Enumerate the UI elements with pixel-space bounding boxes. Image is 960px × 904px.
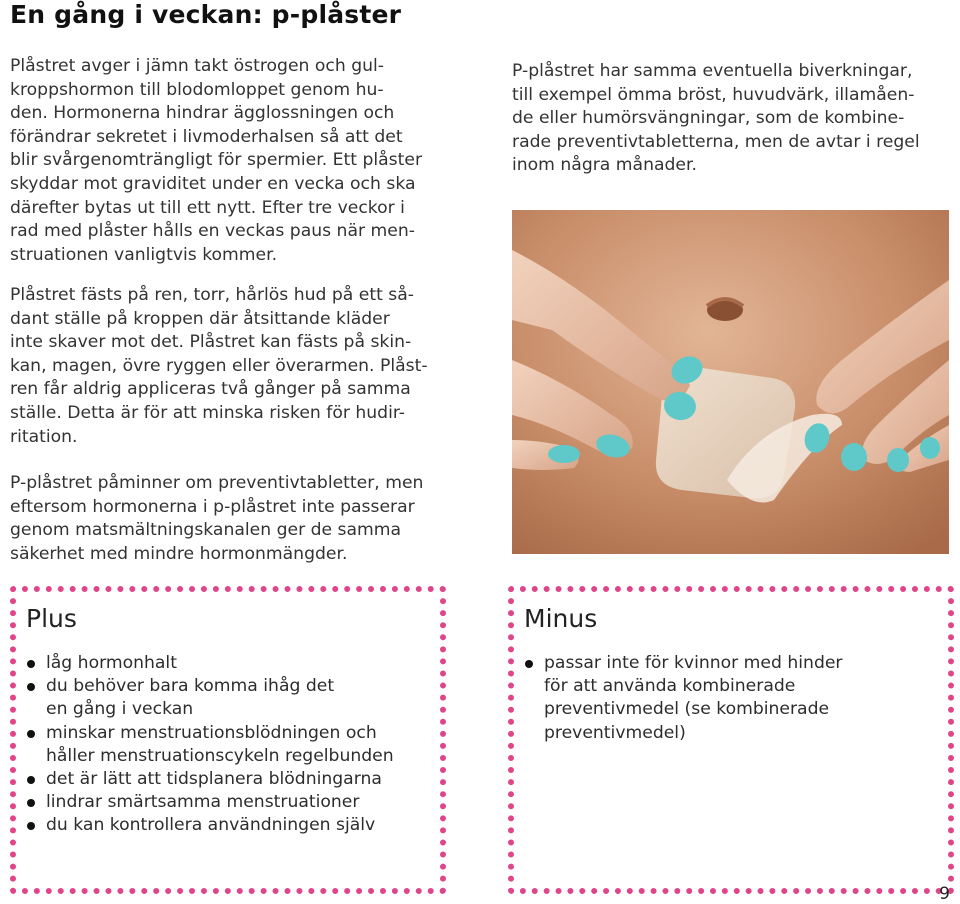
list-item-line: preventivmedel (se kombinerade [544,699,830,720]
text-line: rade preventivtabletterna, men de avtar i regel [512,131,920,152]
page-title: En gång i veckan: p-plåster [10,0,402,29]
text-line: förändrar sekretet i livmoderhalsen så att det [10,126,403,147]
text-line: dant ställe på kroppen där åtsittande kläder [10,308,390,329]
paragraph-application [10,284,450,449]
text-line: P-plåstret påminner om preventivtabletter, men [10,473,424,493]
list-item-line: du kan kontrollera användningen själv [46,815,376,836]
text-line: eftersom hormonerna i p-plåstret inte passerar [10,496,415,517]
text-line: ritation. [10,426,78,447]
list-item [26,814,394,837]
text-line: inte skaver mot det. Plåstret kan fästs på skin- [10,332,412,353]
list-item [524,652,843,745]
paragraph-comparison [10,472,450,566]
text-line: därefter bytas ut till ett nytt. Efter tre veckor i [10,197,405,218]
list-item [26,652,394,675]
text-line: de eller humörsvängningar, som de kombine- [512,108,905,129]
list-item-line: lindrar smärtsamma menstruationer [46,792,360,813]
list-item-line: för att använda kombinerade [544,676,796,697]
list-item [26,768,394,791]
text-line: genom matsmältningskanalen ger de samma [10,520,402,541]
list-item-line: en gång i veckan [46,699,194,720]
list-item [26,791,394,814]
plus-box [10,586,446,894]
patch-photo [512,210,949,554]
list-item [26,675,394,721]
paragraph-side-effects [512,60,952,178]
text-line: till exempel ömma bröst, huvudvärk, illamåen- [512,84,915,105]
list-item-line: passar inte för kvinnor med hinder [544,653,843,673]
list-item-line: du behöver bara komma ihåg det [46,676,335,697]
list-item-line: minskar menstruationsblödningen och [46,722,377,743]
plus-heading: Plus [26,604,77,633]
list-item-line: det är lätt att tidsplanera blödningarna [46,769,382,790]
text-line: skyddar mot graviditet under en vecka och ska [10,173,416,194]
patch-photo-illustration [512,210,949,554]
text-line: inom några månader. [512,155,697,176]
plus-list [26,652,394,838]
text-line: rad med plåster hålls en veckas paus när men- [10,221,415,242]
text-line: P-plåstret har samma eventuella biverkningar, [512,61,913,81]
minus-box [508,586,954,894]
text-line: kroppshormon till blodomloppet genom hu- [10,79,384,100]
text-line: Plåstret fästs på ren, torr, hårlös hud på ett så- [10,285,414,305]
text-line: struationen vanligtvis kommer. [10,244,278,265]
text-line: ställe. Detta är för att minska risken för hudir- [10,402,406,423]
text-line: ren får aldrig appliceras två gånger på samma [10,379,411,400]
text-line: kan, magen, övre ryggen eller överarmen. Plåst- [10,355,428,376]
list-item-line: preventivmedel) [544,722,686,743]
page-number: 9 [939,884,950,904]
list-item-line: låg hormonhalt [46,653,177,673]
minus-heading: Minus [524,604,598,633]
text-line: blir svårgenomträngligt för spermier. Ett plåster [10,150,423,171]
list-item-line: håller menstruationscykeln regelbunden [46,745,394,766]
text-line: Plåstret avger i jämn takt östrogen och gul- [10,56,384,76]
text-line: den. Hormonerna hindrar ägglossningen och [10,103,395,124]
text-line: säkerhet med mindre hormonmängder. [10,543,348,564]
paragraph-how-it-works [10,55,450,267]
minus-list [524,652,843,745]
list-item [26,722,394,768]
